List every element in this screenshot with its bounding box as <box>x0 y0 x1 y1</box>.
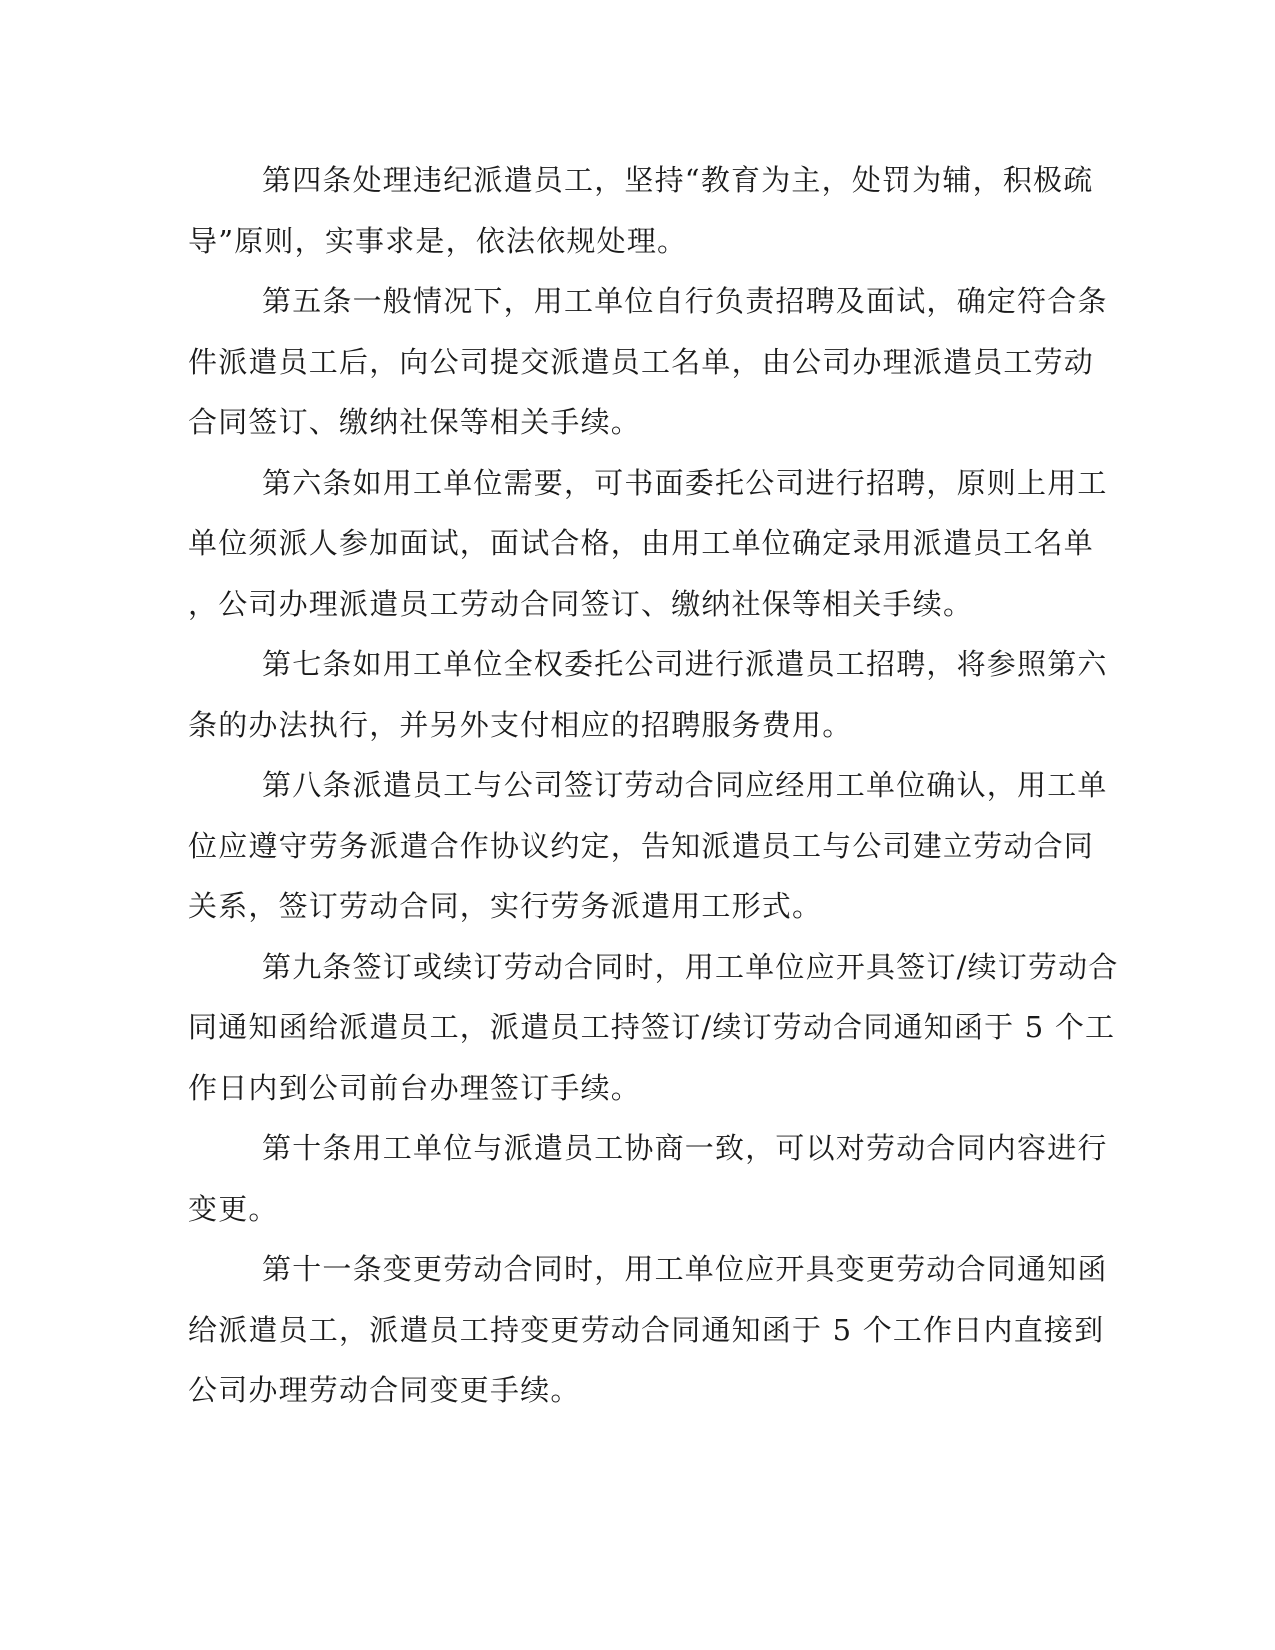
paragraph-line: 关系，签订劳动合同，实行劳务派遣用工形式。 <box>188 889 823 923</box>
paragraph-line: 给派遣员工，派遣员工持变更劳动合同通知函于 5 个工作日内直接到 <box>188 1312 1105 1347</box>
paragraph-line: 变更。 <box>188 1191 279 1226</box>
paragraph-article-9 <box>188 937 1119 1119</box>
paragraph-line: 单位须派人参加面试，面试合格，由用工单位确定录用派遣员工名单 <box>188 526 1095 560</box>
paragraph-line: 第七条如用工单位全权委托公司进行派遣员工招聘，将参照第六 <box>262 647 1108 681</box>
paragraph-article-8 <box>188 755 1108 937</box>
paragraph-line: 件派遣员工后，向公司提交派遣员工名单，由公司办理派遣员工劳动 <box>188 344 1095 379</box>
paragraph-line: 条的办法执行，并另外支付相应的招聘服务费用。 <box>188 707 853 742</box>
paragraph-line: 位应遵守劳务派遣合作协议约定，告知派遣员工与公司建立劳动合同 <box>188 828 1095 863</box>
paragraph-article-10 <box>188 1118 1108 1239</box>
paragraph-line: 合同签订、缴纳社保等相关手续。 <box>188 405 642 439</box>
paragraph-line: 同通知函给派遣员工，派遣员工持签订/续订劳动合同通知函于 5 个工 <box>188 1010 1116 1044</box>
paragraph-line: 导”原则，实事求是，依法依规处理。 <box>188 223 688 258</box>
paragraph-line: 作日内到公司前台办理签订手续。 <box>188 1070 642 1105</box>
paragraph-line: ，公司办理派遣员工劳动合同签订、缴纳社保等相关手续。 <box>188 586 974 621</box>
paragraph-line: 第六条如用工单位需要，可书面委托公司进行招聘，原则上用工 <box>262 465 1108 500</box>
paragraph-article-5 <box>188 271 1108 453</box>
paragraph-line: 公司办理劳动合同变更手续。 <box>188 1373 581 1407</box>
paragraph-line: 第十一条变更劳动合同时，用工单位应开具变更劳动合同通知函 <box>262 1252 1108 1286</box>
paragraph-article-6 <box>188 453 1108 635</box>
paragraph-article-4 <box>188 150 1094 271</box>
document-body <box>188 150 1119 1421</box>
paragraph-line: 第五条一般情况下，用工单位自行负责招聘及面试，确定符合条 <box>262 284 1108 318</box>
paragraph-line: 第四条处理违纪派遣员工，坚持“教育为主，处罚为辅，积极疏 <box>262 163 1094 197</box>
paragraph-line: 第九条签订或续订劳动合同时，用工单位应开具签订/续订劳动合 <box>262 949 1119 984</box>
paragraph-line: 第八条派遣员工与公司签订劳动合同应经用工单位确认，用工单 <box>262 768 1108 802</box>
paragraph-article-7 <box>188 634 1108 755</box>
paragraph-article-11 <box>188 1239 1108 1421</box>
paragraph-line: 第十条用工单位与派遣员工协商一致，可以对劳动合同内容进行 <box>262 1131 1108 1165</box>
